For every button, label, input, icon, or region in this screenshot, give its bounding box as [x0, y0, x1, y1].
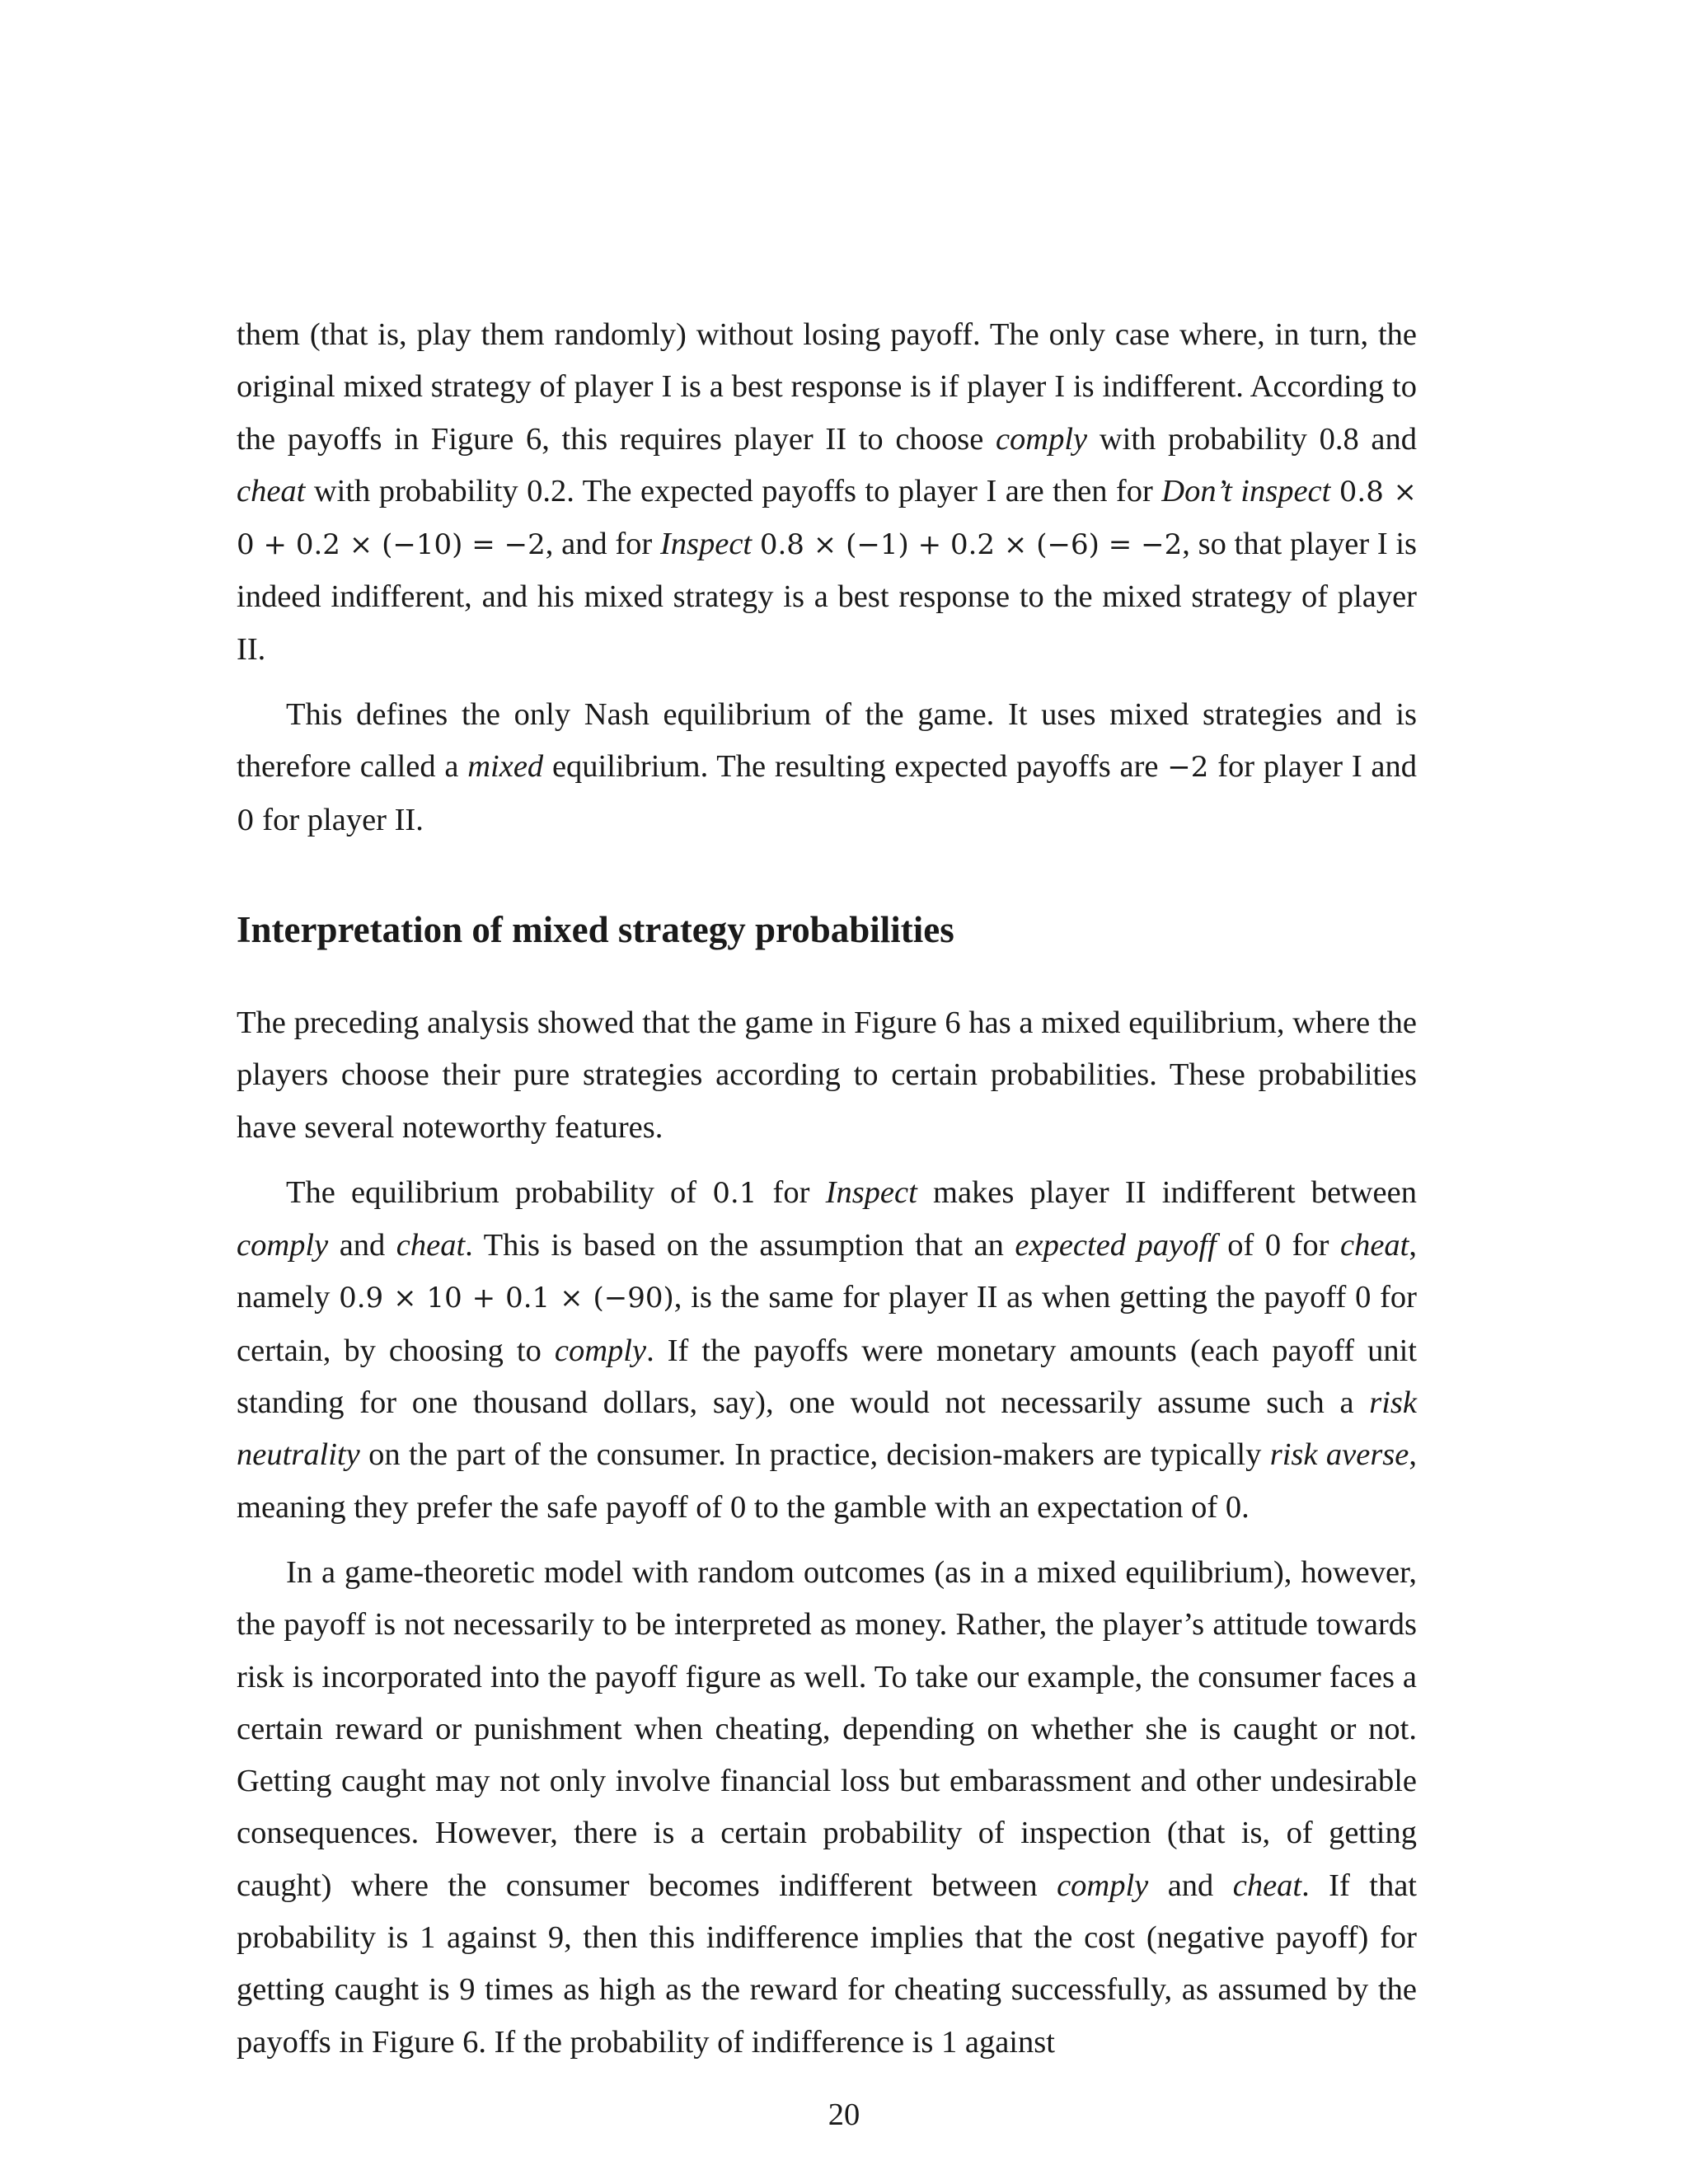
emphasis-term: cheat — [1232, 1868, 1302, 1903]
section-before-heading — [237, 309, 1417, 847]
text-run: of 0 for — [1216, 1228, 1340, 1263]
text-run: with probability 0.8 and — [1087, 421, 1417, 457]
emphasis-term: comply — [554, 1333, 647, 1368]
paragraph — [237, 309, 1417, 676]
text-run: , and for — [545, 527, 660, 562]
text-run: and — [1148, 1868, 1233, 1903]
text-run: , meaning they prefer the safe payoff of 0 to the gamble with an expectation of 0. — [237, 1437, 1417, 1525]
text-run: for — [757, 1174, 826, 1210]
text-run: them (that is, play them randomly) without losing payoff. The only case where, in turn, the original mixed strategy of player I is a best response is if player I is indifferent. According to the payoffs in Figure 6, this requires player II to choose — [237, 317, 1417, 457]
emphasis-term: cheat — [396, 1228, 466, 1263]
emphasis-term: comply — [995, 421, 1088, 457]
page-number: 20 — [828, 2097, 860, 2132]
text-run: for player I and — [1208, 749, 1417, 785]
math-expression: 0 — [237, 804, 255, 837]
text-run: on the part of the consumer. In practice, decision-makers are typically — [359, 1437, 1270, 1473]
text-run — [752, 527, 760, 561]
text-run: This defines the only Nash equilibrium of the game. It uses mixed strategies and is therefore called a — [237, 697, 1417, 785]
paragraph — [237, 997, 1417, 1154]
text-run: , is the same for player II as when getting the payoff 0 for certain, by choosing to — [237, 1280, 1417, 1368]
text-run: The equilibrium probability of — [286, 1174, 713, 1210]
section-heading: Interpretation of mixed strategy probabilities — [237, 908, 954, 950]
math-expression: 0.8 × 0 + 0.2 × (−10) = −2 — [237, 475, 1417, 562]
emphasis-term: comply — [237, 1228, 329, 1263]
math-expression: 0.9 × 10 + 0.1 × (−90) — [339, 1282, 674, 1315]
text-run: . If that probability is 1 against 9, then this indifference implies that the cost (negative payoff) for getting caught is 9 times as high as the reward for cheating successfully, as assumed by the payoffs in Figure 6. If the probability of indifference is 1 against — [237, 1868, 1417, 2060]
math-expression: 0.8 × (−1) + 0.2 × (−6) = −2 — [759, 528, 1183, 562]
section-after-heading — [237, 997, 1417, 2069]
text-run — [1330, 474, 1339, 509]
paragraph — [237, 1167, 1417, 1534]
text-run: , namely — [237, 1228, 1417, 1315]
emphasis-term: risk neutrality — [237, 1385, 1417, 1473]
text-run: makes player II indifferent between — [917, 1174, 1417, 1210]
emphasis-term: mixed — [467, 749, 544, 785]
emphasis-term: Inspect — [659, 527, 753, 562]
emphasis-term: cheat — [1340, 1228, 1409, 1263]
emphasis-term: expected payoff — [1015, 1228, 1217, 1263]
math-expression: 0.1 — [712, 1176, 757, 1210]
paragraph — [237, 689, 1417, 847]
text-run: for player II. — [254, 802, 424, 837]
text-run: equilibrium. The resulting expected payoffs are — [543, 749, 1168, 785]
text-run: with probability 0.2. The expected payoffs to player I are then for — [305, 473, 1162, 509]
text-run: The preceding analysis showed that the game in Figure 6 has a mixed equilibrium, where the players choose their pure strategies according to certain probabilities. These probabilities have several noteworthy features. — [237, 1005, 1417, 1145]
emphasis-term: comply — [1057, 1868, 1149, 1903]
text-run: In a game-theoretic model with random outcomes (as in a mixed equilibrium), however, the payoff is not necessarily to be interpreted as money. Rather, the player’s attitude towards risk is incorporated into the payoff figure as well. To take our example, the consumer faces a certain reward or punishment when cheating, depending on whether she is caught or not. Getting caught may not only involve financial loss but embarassment and other undesirable consequences. However, there is a certain probability of inspection (that is, of getting caught) where the consumer becomes indifferent between — [237, 1554, 1417, 1903]
paragraph — [237, 1547, 1417, 2069]
text-run: . If the payoffs were monetary amounts (each payoff unit standing for one thousand dollars, say), one would not necessarily assume such a — [237, 1333, 1417, 1421]
text-run: , so that player I is indeed indifferent, and his mixed strategy is a best response to the mixed strategy of player II. — [237, 527, 1418, 667]
emphasis-term: Don’t inspect — [1161, 473, 1331, 509]
math-expression: −2 — [1167, 751, 1209, 785]
emphasis-term: cheat — [237, 473, 306, 509]
text-run: and — [328, 1228, 396, 1263]
page-body — [237, 309, 1417, 2069]
emphasis-term: Inspect — [825, 1174, 917, 1210]
emphasis-term: risk averse — [1269, 1437, 1409, 1473]
text-run: . This is based on the assumption that an — [465, 1228, 1015, 1263]
